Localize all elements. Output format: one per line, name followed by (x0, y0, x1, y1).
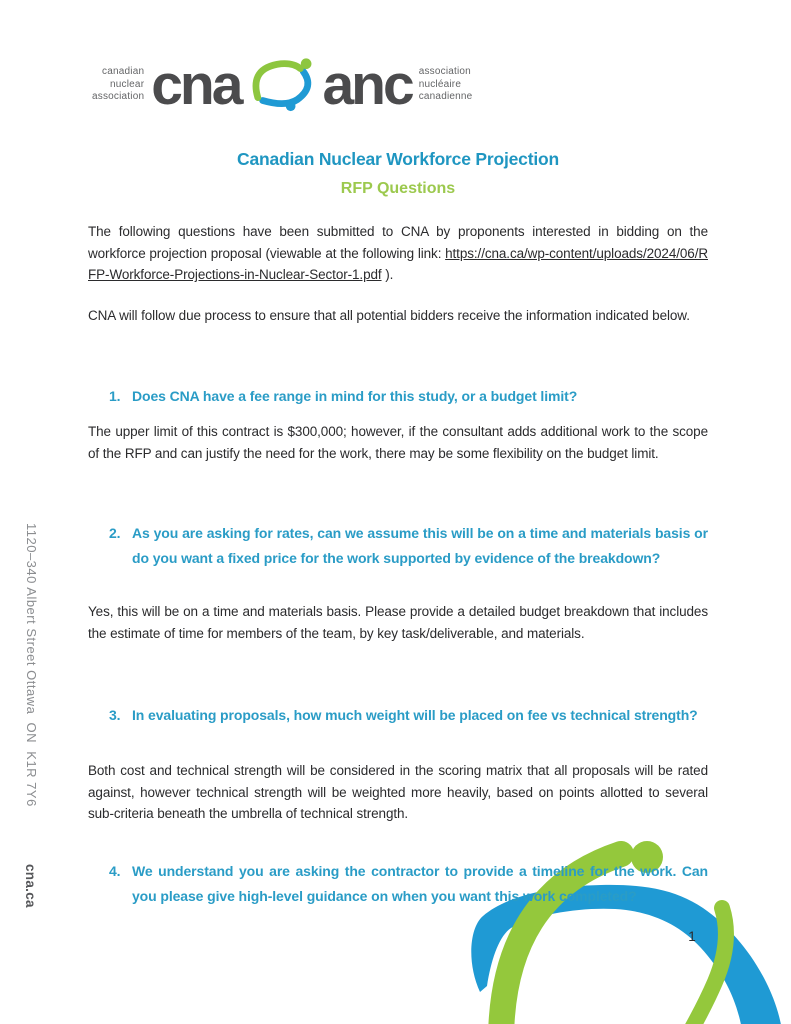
logo-tagline-english (92, 66, 144, 104)
question-4 (88, 859, 708, 909)
tagline-line: association (92, 91, 145, 103)
logo-tagline-french (419, 66, 473, 104)
question-2 (88, 521, 708, 571)
answer-3: Both cost and technical strength will be considered in the scoring matrix that all proposals will be rated against, however technical strength will be weighted more heavily, based on points allotted to several sub-criteria beneath the umbrella of technical strength. (88, 763, 708, 821)
process-paragraph: CNA will follow due process to ensure that all potential bidders receive the information indicated below. (88, 308, 690, 323)
question-3-number: 3. (109, 707, 121, 723)
office-address: 1120–340 Albert Street Ottawa ON K1R 7Y6 (24, 523, 39, 807)
website-url: cna.ca (23, 864, 38, 908)
page-subtitle: RFP Questions (340, 180, 456, 197)
tagline-line: nucléaire (418, 78, 462, 90)
question-4-text: We understand you are asking the contractor to provide a timeline for the work. Can you please give high-level guidance on when you want this work completed? (132, 863, 708, 904)
question-4-number: 4. (109, 863, 121, 879)
intro-text-before-link: The following questions have been submitted to CNA by proponents interested in bidding on the workforce projection proposal (viewable at the following link: (88, 224, 708, 261)
answer-2: Yes, this will be on a time and materials basis. Please provide a detailed budget breakdown that includes the estimate of time for members of the team, by key task/deliverable, and materials. (88, 604, 708, 641)
question-2-number: 2. (109, 525, 121, 541)
intro-text-after-link: ). (381, 267, 394, 282)
anc-wordmark: anc (322, 53, 412, 117)
tagline-line: association (418, 66, 471, 78)
page-title: Canadian Nuclear Workforce Projection (237, 149, 559, 169)
atom-icon (249, 56, 313, 114)
rfp-link[interactable]: https://cna.ca/wp-content/uploads/2024/06/RFP-Workforce-Projections-in-Nuclear-Sector-1.pdf (88, 245, 708, 282)
tagline-line: nuclear (110, 78, 145, 90)
question-1-text: Does CNA have a fee range in mind for this study, or a budget limit? (132, 388, 578, 404)
question-1 (88, 384, 708, 409)
cna-wordmark: cna (151, 53, 241, 117)
question-2-text: As you are asking for rates, can we assume this will be on a time and materials basis or do you want a fixed price for the work supported by evidence of the breakdown? (132, 525, 708, 566)
tagline-line: canadienne (418, 91, 473, 103)
intro-paragraph (88, 221, 708, 286)
tagline-line: canadian (102, 66, 145, 78)
question-3 (88, 703, 708, 728)
cna-logo (92, 53, 473, 117)
question-1-number: 1. (109, 388, 121, 404)
answer-1: The upper limit of this contract is $300,000; however, if the consultant adds additional work to the scope of the RFP and can justify the need for the work, there may be some flexibility on the budget limit. (88, 424, 708, 461)
question-3-text: In evaluating proposals, how much weight will be placed on fee vs technical strength? (132, 707, 698, 723)
page-number: 1 (688, 929, 696, 944)
